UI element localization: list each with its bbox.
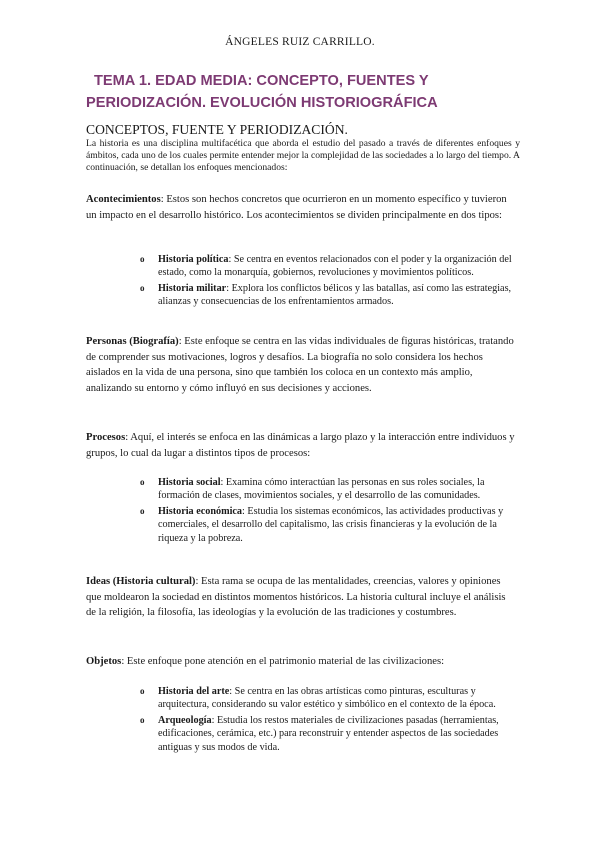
list-item [138, 476, 518, 503]
paragraph-acontecimientos [86, 192, 518, 223]
title-line-1: TEMA 1. EDAD MEDIA: CONCEPTO, FUENTES Y [94, 73, 429, 89]
paragraph-ideas [86, 574, 518, 621]
term-historia-militar: Historia militar [158, 282, 227, 294]
term-historia-social: Historia social [158, 477, 221, 488]
list-acontecimientos [138, 253, 518, 311]
bullet-icon: o [140, 282, 145, 293]
paragraph-personas [86, 334, 518, 396]
term-arqueologia: Arqueología [158, 714, 212, 726]
list-procesos [138, 476, 518, 547]
text-historia-del-arte: : Se centra en las obras artísticas como pinturas, esculturas y arquitectura, considerando su valor estético y simbólico en el contexto de la época. [158, 686, 496, 711]
section-subheading: CONCEPTOS, FUENTE Y PERIODIZACIÓN. [86, 122, 348, 137]
bullet-icon: o [140, 714, 145, 725]
title-line-2: PERIODIZACIÓN. EVOLUCIÓN HISTORIOGRÁFICA [86, 95, 438, 111]
text-historia-militar: : Explora los conflictos bélicos y las batallas, así como las estrategias, alianzas y consecuencias de los enfrentamientos armados. [158, 282, 512, 308]
term-historia-politica: Historia política [158, 254, 229, 265]
text-arqueologia: : Estudia los restos materiales de civilizaciones pasadas (herramientas, edificaciones, cerámica, etc.) para reconstruir y entender aspectos de las sociedades antiguas y sus modos de vida. [158, 714, 499, 753]
author-header: ÁNGELES RUIZ CARRILLO. [225, 36, 375, 48]
term-personas: Personas (Biografía) [86, 336, 179, 347]
list-item [138, 253, 518, 280]
paragraph-procesos [86, 430, 518, 461]
list-item [138, 685, 518, 712]
text-historia-social: : Examina cómo interactúan las personas en sus roles sociales, la formación de clases, movimientos sociales, y el desarrollo de las comunidades. [158, 477, 485, 502]
text-ideas: : Esta rama se ocupa de las mentalidades, creencias, valores y opiniones que moldearon la sociedad en distintos momentos históricos. La historia cultural incluye el análisis de la religión, la filosofía, las ideologías y la evolución de las tradiciones y costumbres. [86, 576, 506, 619]
term-historia-del-arte: Historia del arte [158, 686, 230, 697]
list-item [138, 282, 518, 309]
bullet-icon: o [140, 505, 145, 516]
list-item [138, 505, 518, 545]
term-ideas: Ideas (Historia cultural) [86, 576, 196, 587]
term-historia-economica: Historia económica [158, 505, 243, 517]
text-historia-politica: : Se centra en eventos relacionados con el poder y la organización del estado, como la monarquía, gobiernos, revoluciones y movimientos políticos. [158, 254, 512, 279]
text-historia-economica: : Estudia los sistemas económicos, las actividades productivas y comerciales, el desarrollo del capitalismo, las crisis financieras y la evolución de la riqueza y la pobreza. [158, 505, 504, 544]
term-objetos: Objetos [86, 656, 122, 667]
list-item [138, 714, 518, 754]
paragraph-objetos [86, 654, 518, 670]
term-procesos: Procesos [86, 432, 126, 443]
page-title [86, 70, 526, 114]
list-objetos [138, 685, 518, 756]
text-procesos: : Aquí, el interés se enfoca en las dinámicas a largo plazo y la interacción entre individuos y grupos, lo cual da lugar a distintos tipos de procesos: [86, 432, 515, 459]
intro-paragraph: La historia es una disciplina multifacética que aborda el estudio del pasado a través de diferentes enfoques y ámbitos, cada uno de los cuales permite entender mejor la complejidad de las sociedades a lo largo del tiempo. A continuación, se detallan los enfoques mencionados: [86, 138, 520, 174]
bullet-icon: o [140, 477, 145, 487]
bullet-icon: o [140, 254, 145, 264]
term-acontecimientos: Acontecimientos [86, 194, 161, 205]
text-acontecimientos: : Estos son hechos concretos que ocurrieron en un momento específico y tuvieron un impacto en el desarrollo histórico. Los acontecimientos se dividen principalmente en dos tipos: [86, 194, 507, 221]
text-objetos: : Este enfoque pone atención en el patrimonio material de las civilizaciones: [121, 656, 445, 667]
bullet-icon: o [140, 686, 145, 696]
text-personas: : Este enfoque se centra en las vidas individuales de figuras históricas, tratando de comprender sus motivaciones, logros y desafíos. La biografía no solo considera los hechos aislados en la vida de una persona, sino que también los coloca en un contexto más amplio, analizando su entorno y cómo influyó en sus decisiones y acciones. [86, 336, 514, 394]
